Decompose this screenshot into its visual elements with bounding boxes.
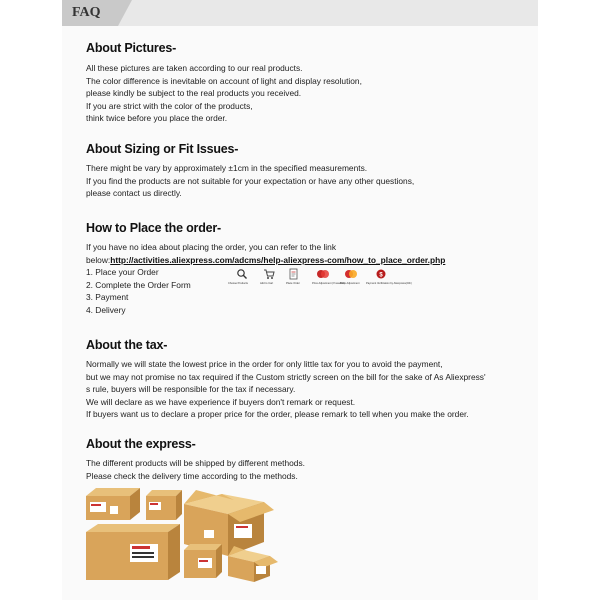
step-icon-label: Price Adjustment (If needed) (312, 282, 345, 285)
order-heading: How to Place the order- (86, 221, 222, 235)
text-line: Normally we will state the lowest price in the order for only little tax for you to avoid the payment, (86, 359, 443, 369)
text-line: The different products will be shipped by different methods. (86, 458, 305, 468)
text-line: If you have no idea about placing the order, you can refer to the link (86, 242, 337, 252)
order-form-icon (288, 268, 300, 280)
box-small-bottom (184, 544, 222, 578)
express-heading: About the express- (86, 437, 196, 451)
text-line: If buyers want us to declare a proper price for the order, please remark to tell when you make the order. (86, 409, 469, 420)
box-small-left (86, 488, 140, 520)
text-line: The color difference is inevitable on account of light and display resolution, (86, 75, 362, 86)
step-icon-label: Payment Verification by Aliexpress(24h) (366, 282, 412, 285)
text-line: Please check the delivery time according to the methods. (86, 470, 298, 481)
price-adjust-icon (316, 268, 330, 280)
order-steps (86, 266, 191, 316)
express-text (86, 457, 532, 482)
pictures-text (86, 62, 532, 125)
tax-heading: About the tax- (86, 338, 168, 352)
step-item: 1. Place your Order (86, 267, 159, 277)
sizing-text (86, 162, 532, 200)
text-line: please kindly be subject to the real products you received. (86, 88, 302, 99)
how-to-order-link[interactable]: http://activities.aliexpress.com/adcms/help-aliexpress-com/how_to_place_order.php (110, 254, 446, 265)
text-line: but we may not promise no tax required if the Custom strictly screen on the bill for the sake of As Aliexpress' (86, 371, 486, 382)
text-line: All these pictures are taken according to our real products. (86, 63, 303, 73)
faq-tab-label: FAQ (72, 5, 101, 20)
box-flat-large (86, 524, 180, 580)
step-icon-label: Price Adjustment (340, 282, 360, 285)
sizing-heading: About Sizing or Fit Issues- (86, 142, 239, 156)
text-line: We will declare as we have experience if buyers don't remark or request. (86, 396, 356, 407)
magnifier-icon (236, 268, 248, 280)
step-icon-label: Place Order (286, 282, 300, 285)
box-open-small (228, 546, 278, 582)
tax-text (86, 358, 532, 421)
text-line: think twice before you place the order. (86, 113, 228, 124)
text-line: If you are strict with the color of the products, (86, 100, 253, 111)
step-item: 3. Payment (86, 292, 129, 303)
text-line: There might be vary by approximately ±1cm in the specified measurements. (86, 163, 368, 173)
order-process-diagram (226, 268, 412, 292)
step-item: 2. Complete the Order Form (86, 279, 191, 290)
text-line: please contact us directly. (86, 188, 182, 199)
step-icon-label: Choose Products (228, 282, 248, 285)
box-small-middle (146, 490, 182, 520)
step-icon-label: Add to Cart (260, 282, 274, 285)
text-line: If you find the products are not suitable for your expectation or have any other questions, (86, 175, 415, 186)
order-text (86, 241, 532, 266)
shipping-boxes-image (84, 486, 284, 586)
link-prefix: below: (86, 254, 111, 265)
text-line: s rule, buyers will be responsible for the tax if necessary. (86, 384, 296, 395)
faq-header-bar (62, 0, 538, 26)
payment-card-icon (344, 268, 358, 280)
pictures-heading: About Pictures- (86, 41, 177, 55)
verification-icon (375, 268, 387, 280)
svg-text:$: $ (379, 272, 383, 279)
cart-icon (263, 268, 275, 280)
link-line (86, 254, 532, 267)
step-item: 4. Delivery (86, 304, 126, 315)
